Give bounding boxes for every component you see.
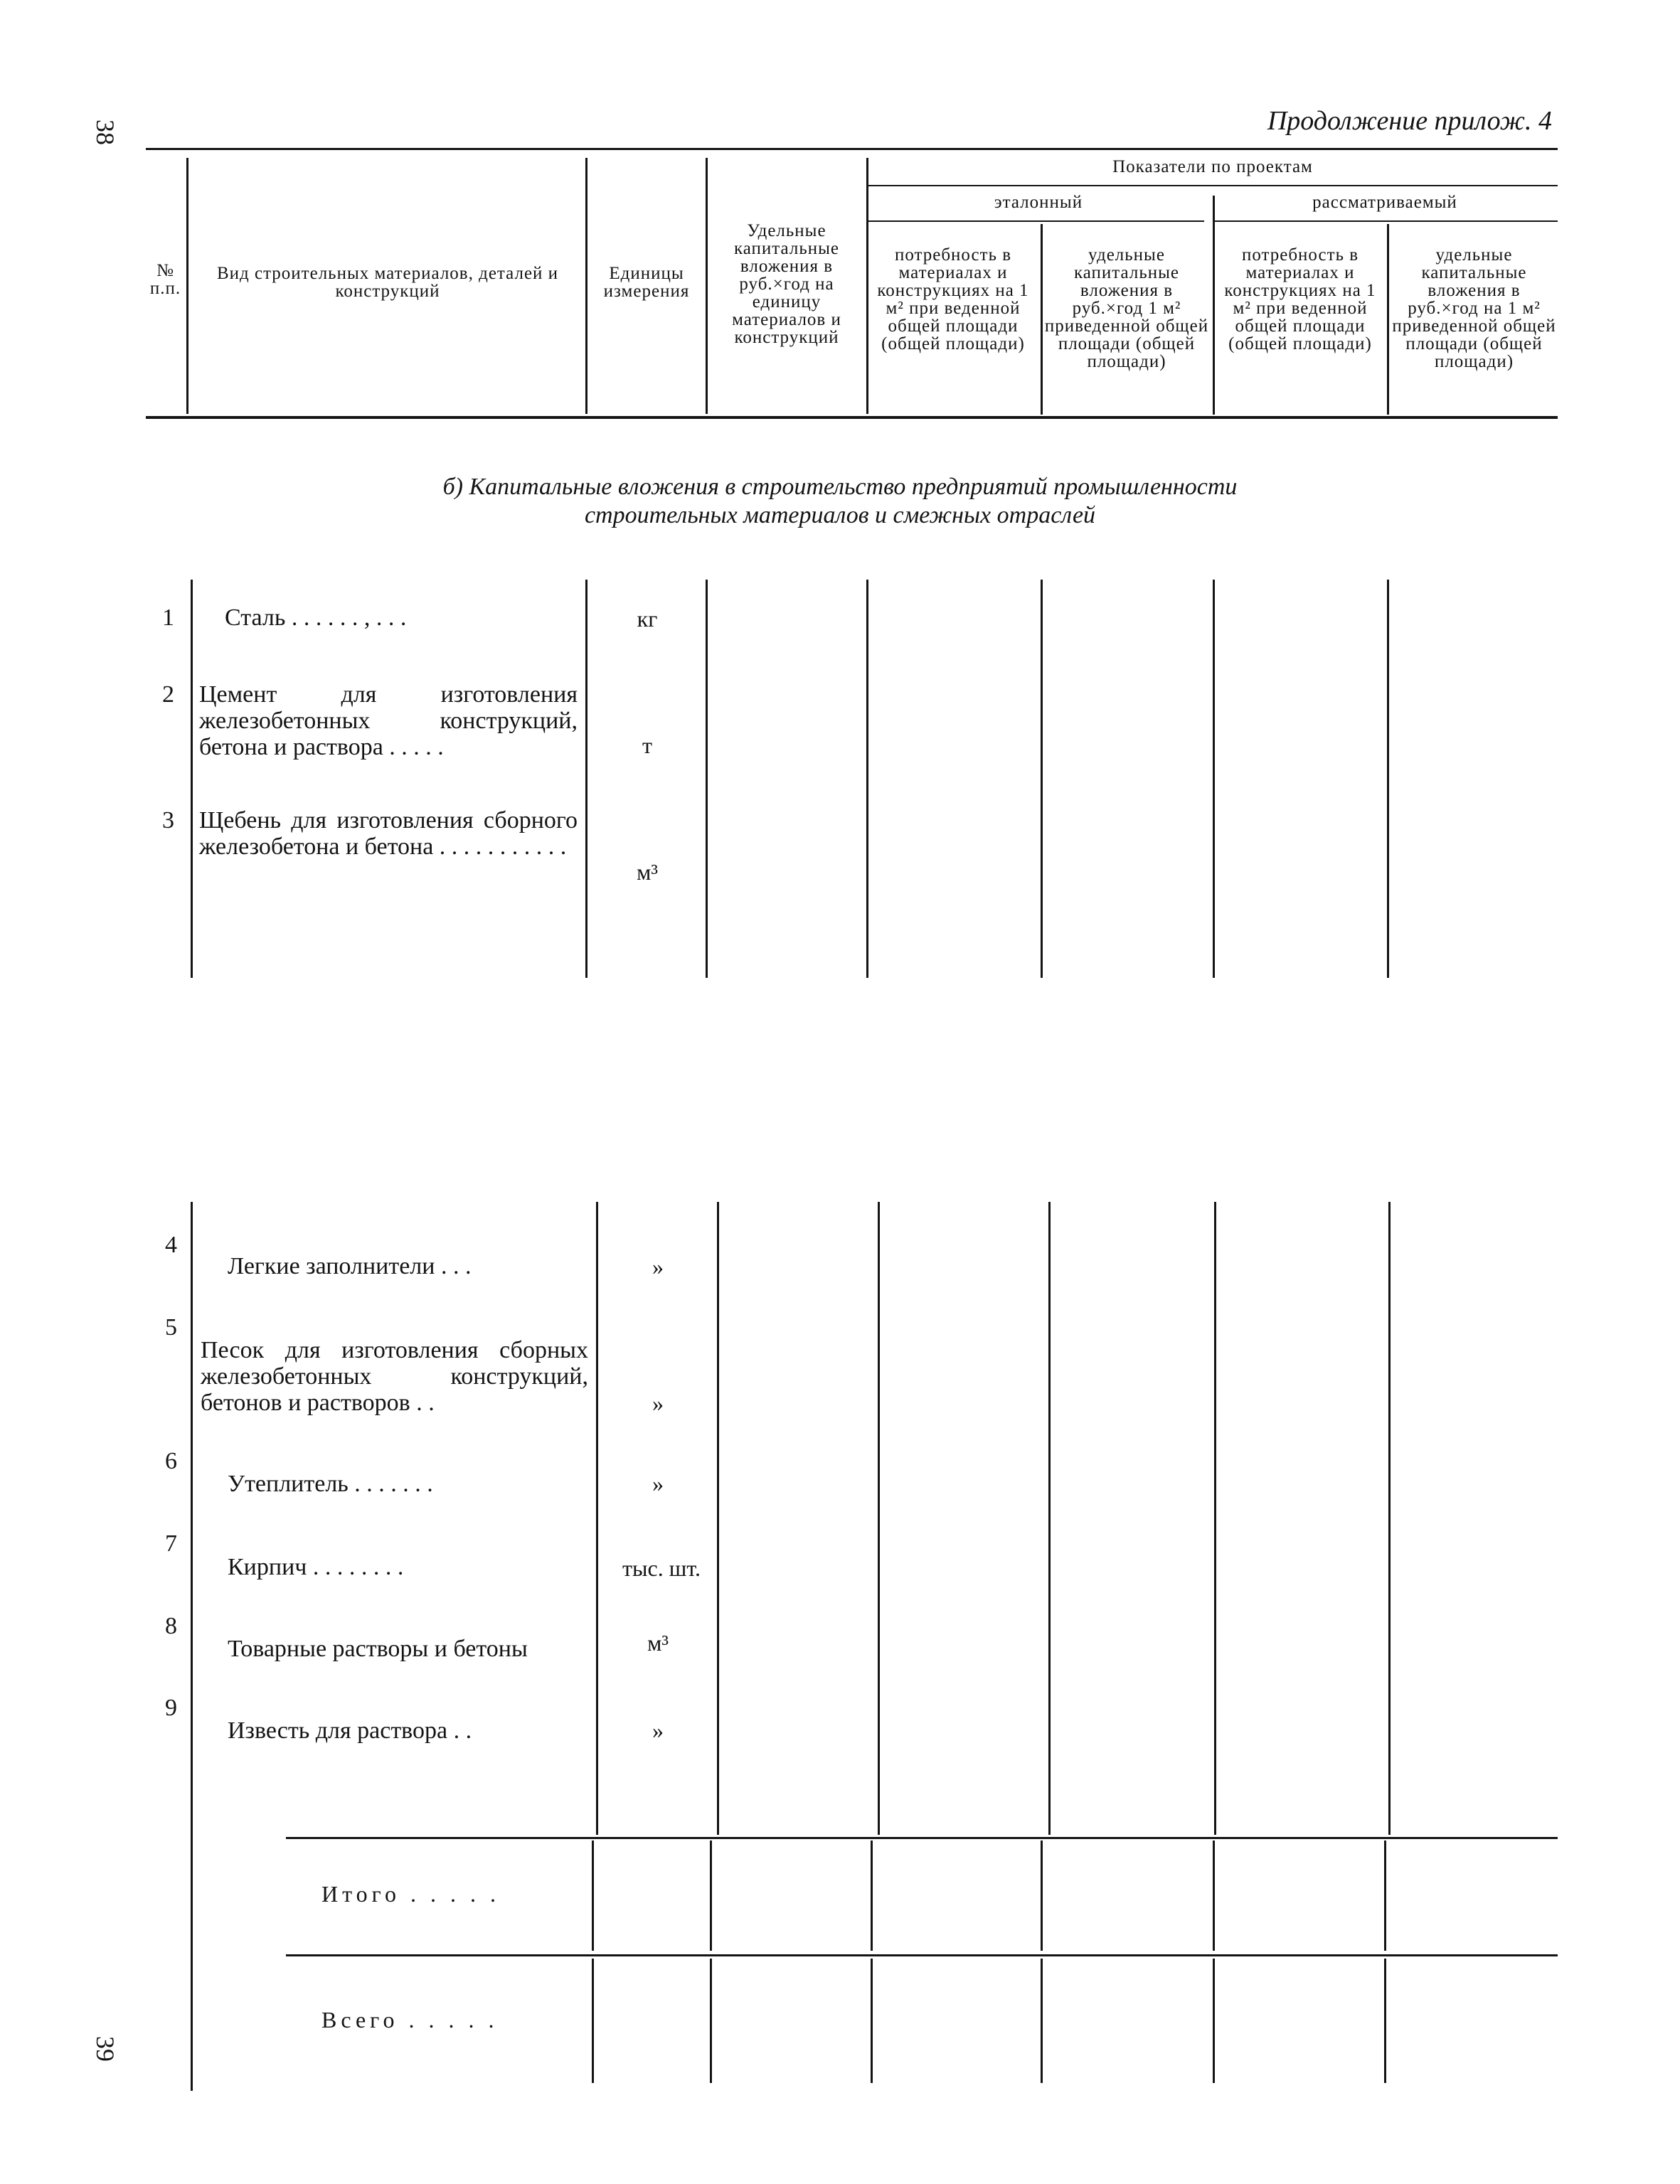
row-name: Утеплитель . . . . . . . [228, 1471, 433, 1497]
header-spec-etalon: удельные капитальные вложения в руб.×год 1 м² приведенной общей площади (общей площади) [1044, 245, 1209, 371]
row-name: Цемент для изготовления железобетонных конструкций, бетона и раствора . . . . . [199, 681, 578, 760]
page-number-bottom: 39 [91, 2036, 119, 2062]
header-spec-considered: удельные капитальные вложения в руб.×год на 1 м² приведенной общей площади (общей площади) [1392, 245, 1556, 371]
row-unit: » [652, 1717, 664, 1743]
header-capital: Удельные капитальные вложения в руб.×год на единицу материалов и конструкций [732, 221, 841, 347]
row-name: Кирпич . . . . . . . . [228, 1554, 404, 1580]
header-need-considered: потребность в материалах и конструкциях на 1 м² при веденной общей площади (общей площади) [1224, 245, 1376, 353]
header-no: № п.п. [149, 261, 181, 298]
row-unit: м³ [647, 1630, 669, 1656]
row-name: Товарные растворы и бетоны [228, 1636, 528, 1662]
header-unit: Единицы измерения [603, 264, 690, 301]
header-group: Показатели по проектам [1112, 157, 1313, 176]
row-unit: » [652, 1471, 664, 1496]
total-vsego-label: Всего . . . . . [321, 2007, 499, 2033]
row-unit: тыс. шт. [622, 1555, 701, 1581]
row-name: Сталь . . . . . . , . . . [225, 604, 407, 631]
row-name: Легкие заполнители . . . [228, 1253, 472, 1279]
row-number: 1 [162, 604, 174, 631]
row-number: 9 [165, 1695, 177, 1721]
header-need-etalon: потребность в материалах и конструкциях на 1 м² при веденной общей площади (общей площади) [877, 245, 1029, 353]
row-name: Щебень для изготовления сборного железобетона и бетона . . . . . . . . . . . [199, 807, 578, 860]
section-subtitle-line2: строительных материалов и смежных отраслей [584, 502, 1096, 528]
row-number: 7 [165, 1530, 177, 1557]
row-number: 3 [162, 807, 174, 833]
row-unit: кг [637, 606, 658, 632]
row-unit: » [652, 1254, 664, 1279]
row-unit: м³ [637, 859, 658, 885]
header-considered: рассматриваемый [1312, 193, 1457, 212]
section-subtitle-line1: б) Капитальные вложения в строительство предприятий промышленности [442, 474, 1238, 500]
total-itogo-label: Итого . . . . . [321, 1881, 500, 1907]
row-unit: т [642, 733, 652, 758]
row-unit: » [652, 1390, 664, 1416]
row-number: 4 [165, 1232, 177, 1258]
row-number: 2 [162, 681, 174, 708]
header-etalon: эталонный [994, 193, 1083, 212]
row-name: Известь для раствора . . [228, 1717, 472, 1744]
page-number-top: 38 [91, 119, 119, 145]
row-number: 5 [165, 1314, 177, 1341]
row-number: 8 [165, 1613, 177, 1639]
row-number: 6 [165, 1448, 177, 1474]
header-name: Вид строительных материалов, деталей и конструкций [216, 264, 559, 301]
continuation-note: Продолжение прилож. 4 [1267, 106, 1552, 136]
row-name: Песок для изготовления сборных железобетонных конструкций, бетонов и растворов . . [201, 1337, 588, 1416]
